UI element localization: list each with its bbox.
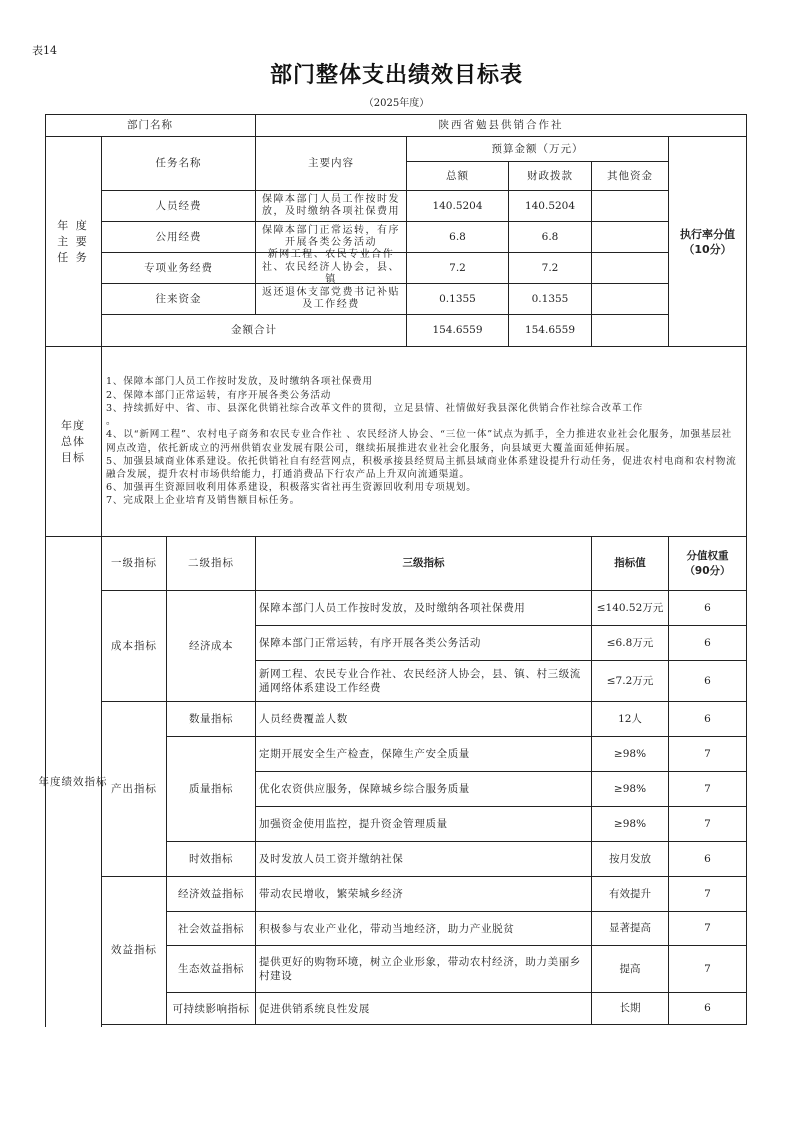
task-other [592,191,669,222]
indicator-l2: 社会效益指标 [167,912,256,946]
indicator-l2: 经济效益指标 [167,877,256,912]
indicator-l3: 提供更好的购物环境，树立企业形象，带动农村经济，助力美丽乡村建设 [256,946,592,993]
task-fiscal: 7.2 [509,253,592,284]
execution-rate-score: 执行率分值 （10分） [669,137,747,347]
indicator-weight: 6 [669,626,747,661]
indicator-l3: 新网工程、农民专业合作社、农民经济人协会，县、镇、村三级流通网络体系建设工作经费 [256,661,592,702]
tasks-header-content: 主要内容 [256,137,407,191]
task-other [592,284,669,315]
task-total: 7.2 [407,253,509,284]
task-total: 0.1355 [407,284,509,315]
task-name: 人员经费 [102,191,256,222]
indicator-l3: 积极参与农业产业化，带动当地经济，助力产业脱贫 [256,912,592,946]
task-name: 公用经费 [102,222,256,253]
dept-name-label: 部门名称 [45,114,256,137]
task-name: 专项业务经费 [102,253,256,284]
indicator-l2: 数量指标 [167,702,256,737]
indicator-l3: 促进供销系统良性发展 [256,993,592,1025]
goals-text: 1、保障本部门人员工作按时发放，及时缴纳各项社保费用 2、保障本部门正常运转，有序开展各类公务活动 3、持续抓好中、省、市、县深化供销社综合改革文件的贯彻，立足县情、社情做好我县深化供销合作社综合改革工作 。 4、以“新网工程”、农村电子商务和农民专业合作社 、农民经济人协会、“三位一体”试点为抓手，全力推进农业社会化服务，加强基层社网点改造，依托新成立的沔州供销农业发展有限公司，继续拓展推进农业社会化服务，向县域更大覆盖面延伸拓展。 5、加强县域商业体系建设。依托供销社自有经营网点，积极承接县经贸局主抓县域商业体系建设提升行动任务，促进农村电商和农村物流融合发展，提升农村市场供给能力，打通消费品下行农产品上升双向流通渠道。 6、加强再生资源回收利用体系建设，积极落实省社再生资源回收利用专项规划。 7、完成限上企业培育及销售额目标任务。 [102,347,747,537]
tasks-header-total: 总额 [407,162,509,191]
goals-label: 年度 总体 目标 [45,347,102,537]
indicator-header-l3: 三级指标 [256,537,592,591]
indicator-l3: 保障本部门正常运转，有序开展各类公务活动 [256,626,592,661]
indicator-value: 有效提升 [592,877,669,912]
indicator-value: ≥98% [592,772,669,807]
indicator-weight: 7 [669,807,747,842]
indicator-header-l2: 二级指标 [167,537,256,591]
indicator-l3: 优化农资供应服务，保障城乡综合服务质量 [256,772,592,807]
indicator-l3: 人员经费覆盖人数 [256,702,592,737]
sum-label: 金额合计 [102,315,407,347]
indicator-value: 提高 [592,946,669,993]
sum-fiscal: 154.6559 [509,315,592,347]
indicator-l2: 质量指标 [167,737,256,842]
indicator-l3: 保障本部门人员工作按时发放，及时缴纳各项社保费用 [256,591,592,626]
indicator-weight: 6 [669,661,747,702]
indicator-l2: 经济成本 [167,591,256,702]
tasks-header-other: 其他资金 [592,162,669,191]
dept-name-value: 陕西省勉县供销合作社 [256,114,747,137]
sum-total: 154.6559 [407,315,509,347]
indicator-l3: 带动农民增收，繁荣城乡经济 [256,877,592,912]
indicator-l1: 效益指标 [102,877,167,1025]
task-content: 保障本部门人员工作按时发放，及时缴纳各项社保费用 [256,191,407,222]
indicator-l2: 生态效益指标 [167,946,256,993]
indicator-weight: 7 [669,772,747,807]
tasks-header-fiscal: 财政拨款 [509,162,592,191]
task-other [592,222,669,253]
task-fiscal: 0.1355 [509,284,592,315]
task-total: 6.8 [407,222,509,253]
task-name: 往来资金 [102,284,256,315]
indicator-value: 按月发放 [592,842,669,877]
task-fiscal: 140.5204 [509,191,592,222]
indicator-header-value: 指标值 [592,537,669,591]
indicator-value: 长期 [592,993,669,1025]
indicator-header-l1: 一级指标 [102,537,167,591]
indicator-weight: 6 [669,591,747,626]
task-total: 140.5204 [407,191,509,222]
task-other [592,253,669,284]
indicator-l3: 及时发放人员工资并缴纳社保 [256,842,592,877]
tasks-header-budget: 预算金额（万元） [407,137,669,162]
indicator-weight: 7 [669,946,747,993]
indicator-l2: 时效指标 [167,842,256,877]
tasks-header-name: 任务名称 [102,137,256,191]
page-title: 部门整体支出绩效目标表 [269,63,523,88]
indicator-header-weight: 分值权重 （90分） [669,537,747,591]
indicator-weight: 6 [669,993,747,1025]
indicator-value: ≤6.8万元 [592,626,669,661]
fiscal-year: （2025年度） [363,98,430,109]
indicator-l3: 定期开展安全生产检查，保障生产安全质量 [256,737,592,772]
sum-other [592,315,669,347]
indicator-value: ≥98% [592,807,669,842]
task-content: 保障本部门正常运转，有序开展各类公务活动 [256,222,407,253]
indicators-section-label-text: 年度绩效指标 [38,775,108,788]
indicator-l2: 可持续影响指标 [167,993,256,1025]
indicator-value: ≥98% [592,737,669,772]
task-content: 新网工程、农民专业合作社、农民经济人协会，县、镇 [256,253,407,284]
indicator-value: ≤140.52万元 [592,591,669,626]
indicator-weight: 7 [669,737,747,772]
indicator-l3: 加强资金使用监控，提升资金管理质量 [256,807,592,842]
task-fiscal: 6.8 [509,222,592,253]
table-number: 表14 [32,44,57,57]
indicator-value: 显著提高 [592,912,669,946]
indicators-section-label [38,537,108,1027]
tasks-section-label: 年 度 主 要 任 务 [45,137,102,347]
indicator-weight: 7 [669,912,747,946]
indicator-weight: 7 [669,877,747,912]
indicator-weight: 6 [669,842,747,877]
indicator-value: ≤7.2万元 [592,661,669,702]
indicator-weight: 6 [669,702,747,737]
indicator-l1: 成本指标 [102,591,167,702]
indicator-l1: 产出指标 [102,702,167,877]
indicator-value: 12人 [592,702,669,737]
task-content: 返还退休支部党费书记补贴及工作经费 [256,284,407,315]
